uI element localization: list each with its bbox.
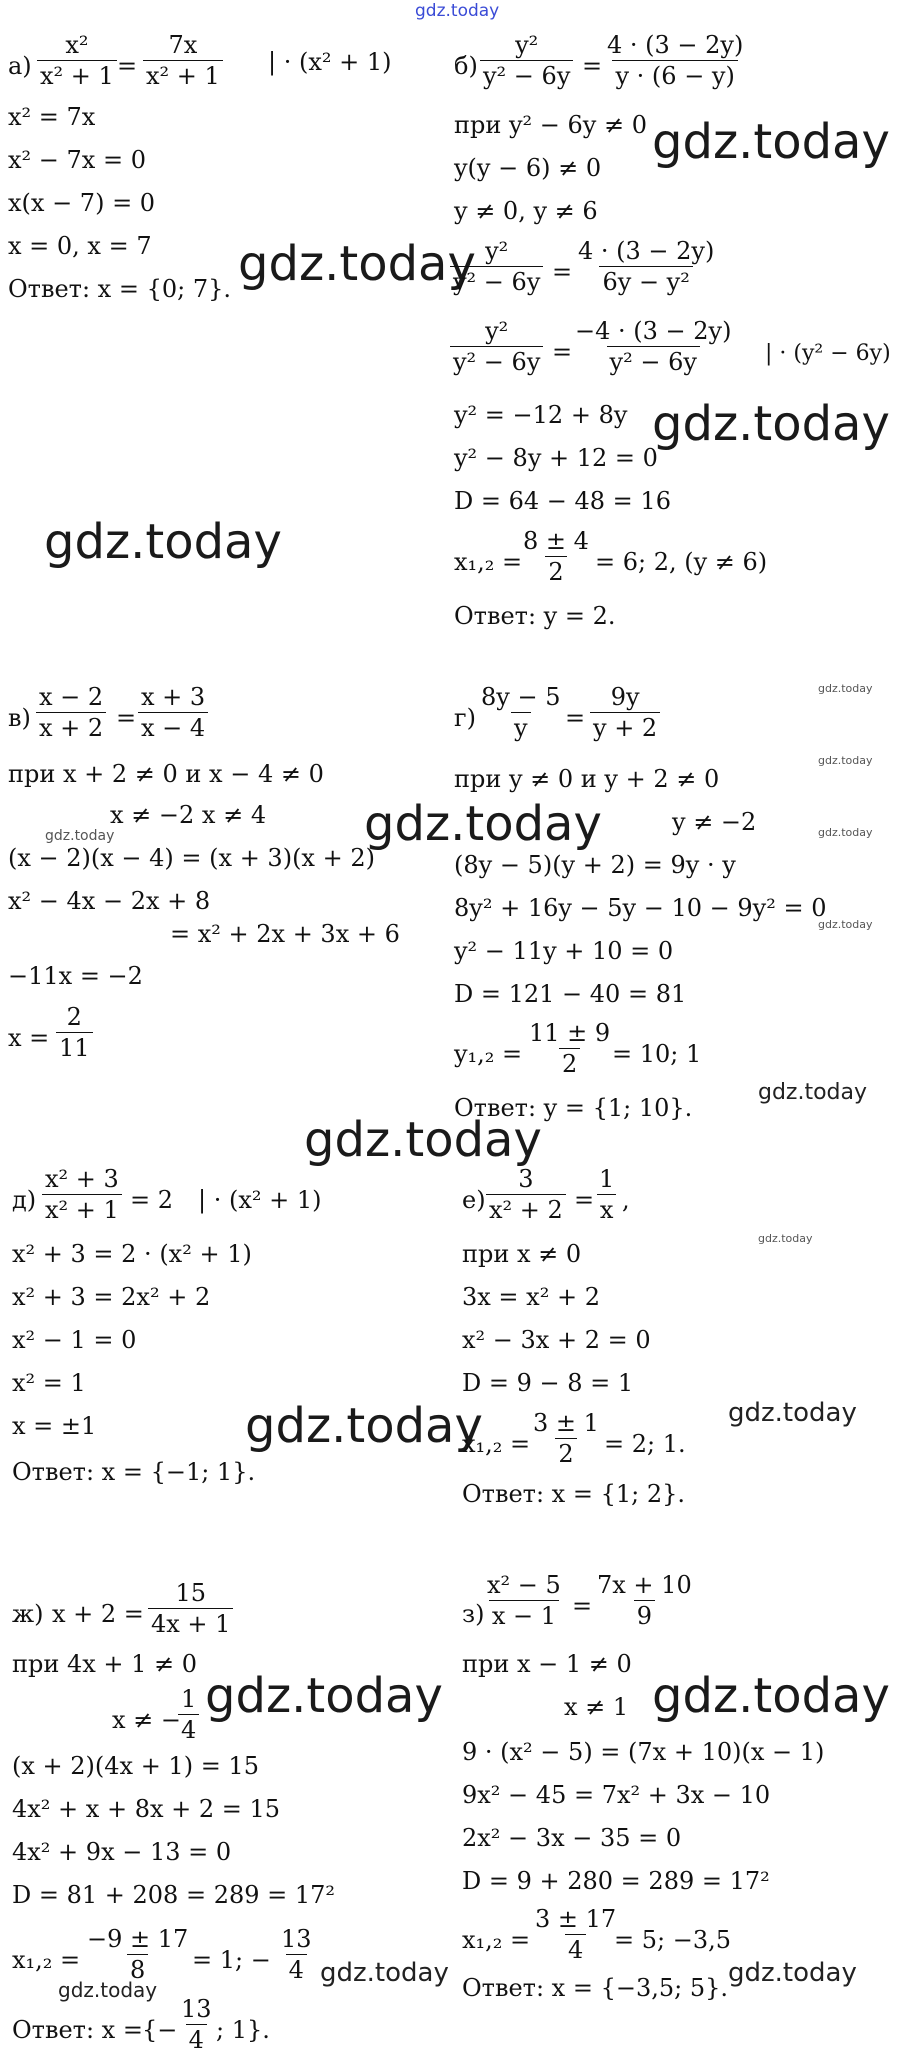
watermark: gdz.today xyxy=(238,236,476,292)
solution-line: x² + 3 = 2 · (x² + 1) xyxy=(12,1240,252,1268)
fraction-denominator: x² + 1 xyxy=(37,60,117,91)
fraction-denominator: 2 xyxy=(555,1438,576,1469)
fraction-numerator: 3 ± 17 xyxy=(535,1905,617,1933)
problem-a-label: а) xyxy=(8,52,32,80)
watermark: gdz.today xyxy=(652,1668,890,1724)
watermark: gdz.today xyxy=(758,1232,813,1245)
roots-fraction xyxy=(84,1924,191,1985)
answer-line: Ответ: x = {−1; 1}. xyxy=(12,1458,256,1486)
fraction-numerator: 13 xyxy=(181,1995,212,2023)
answer-line: Ответ: y = {1; 10}. xyxy=(454,1094,693,1122)
watermark: gdz.today xyxy=(58,1978,158,2002)
equals-sign: = xyxy=(574,1186,595,1214)
solution-line: D = 9 − 8 = 1 xyxy=(462,1369,634,1397)
problem-v-label: в) xyxy=(8,704,31,732)
roots-values: = 6; 2, (y ≠ 6) xyxy=(595,548,768,576)
solution-line: y² − 11y + 10 = 0 xyxy=(454,937,674,965)
roots-values: = 10; 1 xyxy=(612,1040,702,1068)
multiplier-note: | · (y² − 6y) xyxy=(765,341,891,366)
problem-d-label: д) xyxy=(12,1186,37,1214)
problem-b-frac2-lhs xyxy=(450,236,543,297)
neq-prefix: x ≠ − xyxy=(112,1706,182,1734)
result-prefix: x = xyxy=(8,1024,50,1052)
solution-line: при 4x + 1 ≠ 0 xyxy=(12,1650,198,1678)
fraction-numerator: 11 ± 9 xyxy=(529,1019,611,1047)
problem-b-frac3-rhs xyxy=(572,316,734,377)
header-watermark: gdz.today xyxy=(415,1,500,21)
problem-g-rhs xyxy=(590,682,660,743)
fraction-numerator: 9y xyxy=(610,683,640,711)
watermark: gdz.today xyxy=(818,918,873,931)
roots-values: = 1; − xyxy=(192,1946,271,1974)
solution-line: −11x = −2 xyxy=(8,962,143,990)
fraction-denominator: x − 4 xyxy=(138,712,208,743)
roots-fraction xyxy=(526,1018,613,1079)
fraction-numerator: 1 xyxy=(181,1685,197,1713)
fraction-numerator: 7x + 10 xyxy=(597,1571,692,1599)
answer-line: Ответ: y = 2. xyxy=(454,602,616,630)
watermark: gdz.today xyxy=(728,1398,857,1428)
fraction-numerator: x + 3 xyxy=(141,683,206,711)
solution-line: (x + 2)(4x + 1) = 15 xyxy=(12,1752,259,1780)
fraction-denominator: x xyxy=(597,1194,617,1225)
fraction-numerator: 7x xyxy=(168,31,198,59)
fraction-numerator: x² xyxy=(65,31,89,59)
solution-line: x² − 3x + 2 = 0 xyxy=(462,1326,651,1354)
solution-line: x² + 3 = 2x² + 2 xyxy=(12,1283,211,1311)
fraction-denominator: x + 2 xyxy=(36,712,106,743)
multiplier-note: | · (x² + 1) xyxy=(268,48,392,76)
fraction-denominator: y xyxy=(511,712,531,743)
roots-fraction xyxy=(520,526,592,587)
solution-line: 9x² − 45 = 7x² + 3x − 10 xyxy=(462,1781,771,1809)
problem-zh-lhs: x + 2 = xyxy=(52,1600,144,1628)
problem-e-label: е) xyxy=(462,1186,486,1214)
problem-d-lhs xyxy=(42,1164,122,1225)
problem-z-lhs xyxy=(484,1570,564,1631)
roots-fraction xyxy=(530,1408,602,1469)
fraction-numerator: 13 xyxy=(281,1925,312,1953)
solution-line: y ≠ −2 xyxy=(672,808,757,836)
fraction-denominator: x² + 2 xyxy=(486,1194,566,1225)
fraction-numerator: 2 xyxy=(66,1003,82,1031)
fraction-numerator: 15 xyxy=(175,1579,206,1607)
answer-line: Ответ: x = {1; 2}. xyxy=(462,1480,685,1508)
solution-line: при y ≠ 0 и y + 2 ≠ 0 xyxy=(454,765,720,793)
roots-fraction xyxy=(532,1904,619,1965)
watermark: gdz.today xyxy=(245,1398,483,1454)
answer-line: Ответ: x = {−3,5; 5}. xyxy=(462,1974,728,2002)
solution-line: x ≠ 1 xyxy=(564,1693,629,1721)
answer-brace-close: ; 1}. xyxy=(216,2016,270,2044)
problem-b-lhs xyxy=(480,30,573,91)
roots-values: = 5; −3,5 xyxy=(614,1926,731,1954)
solution-line: 9 · (x² − 5) = (7x + 10)(x − 1) xyxy=(462,1738,825,1766)
solution-line: = x² + 2x + 3x + 6 xyxy=(170,920,400,948)
watermark: gdz.today xyxy=(818,682,873,695)
fraction-numerator: −4 · (3 − 2y) xyxy=(575,317,732,345)
fraction-denominator: x² + 1 xyxy=(143,60,223,91)
fraction-denominator: y + 2 xyxy=(590,712,660,743)
problem-v-rhs xyxy=(138,682,208,743)
problem-g-label: г) xyxy=(454,704,476,732)
fraction-numerator: y² xyxy=(485,237,509,265)
watermark: gdz.today xyxy=(44,514,282,570)
fraction-denominator: 4 xyxy=(178,1714,199,1745)
fraction-denominator: 8 xyxy=(127,1954,148,1985)
problem-a-rhs xyxy=(143,30,223,91)
solution-line: (8y − 5)(y + 2) = 9y · y xyxy=(454,851,736,879)
solution-line: x ≠ −2 x ≠ 4 xyxy=(110,801,267,829)
watermark: gdz.today xyxy=(205,1668,443,1724)
solution-line: 4x² + 9x − 13 = 0 xyxy=(12,1838,232,1866)
solution-line: D = 121 − 40 = 81 xyxy=(454,980,687,1008)
multiplier-note: | · (x² + 1) xyxy=(198,1186,322,1214)
solution-line: y² = −12 + 8y xyxy=(454,401,628,429)
equals-sign: = xyxy=(565,704,586,732)
fraction-numerator: y² xyxy=(485,317,509,345)
roots-values: = 2; 1. xyxy=(604,1430,686,1458)
roots-prefix: x₁,₂ = xyxy=(462,1926,531,1954)
watermark: gdz.today xyxy=(364,796,602,852)
solution-line: при x − 1 ≠ 0 xyxy=(462,1650,632,1678)
fraction-denominator: y² − 6y xyxy=(607,346,700,377)
watermark: gdz.today xyxy=(304,1112,542,1168)
fraction-denominator: y² − 6y xyxy=(450,346,543,377)
solution-line: 3x = x² + 2 xyxy=(462,1283,600,1311)
comma: , xyxy=(622,1186,630,1214)
problem-e-lhs xyxy=(486,1164,566,1225)
roots-fraction-second xyxy=(278,1924,315,1985)
roots-prefix: x₁,₂ = xyxy=(12,1946,81,1974)
solution-line: y² − 8y + 12 = 0 xyxy=(454,444,658,472)
fraction-numerator: x² − 5 xyxy=(487,1571,561,1599)
fraction-denominator: 2 xyxy=(559,1048,580,1079)
fraction-denominator: 11 xyxy=(56,1032,93,1063)
roots-prefix: y₁,₂ = xyxy=(454,1040,523,1068)
equals-sign: = xyxy=(117,52,138,80)
solution-line: x² − 1 = 0 xyxy=(12,1326,137,1354)
problem-b-frac3-lhs xyxy=(450,316,543,377)
fraction-numerator: 1 xyxy=(599,1165,615,1193)
watermark: gdz.today xyxy=(818,826,873,839)
watermark: gdz.today xyxy=(758,1080,868,1105)
roots-prefix: x₁,₂ = xyxy=(462,1430,531,1458)
solution-line: при x ≠ 0 xyxy=(462,1240,582,1268)
fraction-numerator: 8y − 5 xyxy=(481,683,561,711)
fraction-denominator: x² + 1 xyxy=(42,1194,122,1225)
equals-sign: = xyxy=(552,338,573,366)
solution-line: x² = 1 xyxy=(12,1369,86,1397)
problem-a-lhs xyxy=(37,30,117,91)
fraction-numerator: 4 · (3 − 2y) xyxy=(607,31,744,59)
fraction-denominator: 6y − y² xyxy=(599,266,692,297)
solution-line: 8y² + 16y − 5y − 10 − 9y² = 0 xyxy=(454,894,827,922)
watermark: gdz.today xyxy=(818,754,873,767)
solution-line: x² = 7x xyxy=(8,103,96,131)
watermark: gdz.today xyxy=(652,114,890,170)
equals-sign: = xyxy=(116,704,137,732)
problem-g-lhs xyxy=(478,682,563,743)
answer-prefix: Ответ: x = xyxy=(12,2016,143,2044)
solution-line: при y² − 6y ≠ 0 xyxy=(454,111,647,139)
problem-b-rhs xyxy=(604,30,746,91)
equals-two: = 2 xyxy=(130,1186,174,1214)
fraction-numerator: 4 · (3 − 2y) xyxy=(578,237,715,265)
result-fraction xyxy=(56,1002,93,1063)
solution-line: y ≠ 0, y ≠ 6 xyxy=(454,197,598,225)
solution-line: y(y − 6) ≠ 0 xyxy=(454,154,602,182)
solution-line: D = 64 − 48 = 16 xyxy=(454,487,671,515)
solution-line: при x + 2 ≠ 0 и x − 4 ≠ 0 xyxy=(8,760,324,788)
equals-sign: = xyxy=(552,258,573,286)
fraction-denominator: 4 xyxy=(286,1954,307,1985)
problem-z-rhs xyxy=(594,1570,695,1631)
equals-sign: = xyxy=(572,1592,593,1620)
fraction-denominator: y · (6 − y) xyxy=(612,60,737,91)
solution-line: x² − 7x = 0 xyxy=(8,146,146,174)
equals-sign: = xyxy=(582,52,603,80)
fraction-denominator: 4 xyxy=(186,2024,207,2055)
watermark: gdz.today xyxy=(728,1958,857,1988)
solution-line: x² − 4x − 2x + 8 xyxy=(8,887,211,915)
problem-e-rhs xyxy=(596,1164,617,1225)
solution-line: 2x² − 3x − 35 = 0 xyxy=(462,1824,682,1852)
answer-fraction xyxy=(178,1994,215,2055)
fraction-numerator: y² xyxy=(515,31,539,59)
answer-brace-open: {− xyxy=(142,2016,178,2044)
fraction-denominator: 4 xyxy=(565,1934,586,1965)
problem-z-label: з) xyxy=(462,1600,485,1628)
watermark: gdz.today xyxy=(320,1958,449,1988)
solution-line: x = 0, x = 7 xyxy=(8,232,152,260)
roots-prefix: x₁,₂ = xyxy=(454,548,523,576)
fraction-denominator: x − 1 xyxy=(489,1600,559,1631)
answer-line: Ответ: x = {0; 7}. xyxy=(8,275,231,303)
problem-zh-label: ж) xyxy=(12,1600,44,1628)
solution-line: (x − 2)(x − 4) = (x + 3)(x + 2) xyxy=(8,844,375,872)
fraction-denominator: 4x + 1 xyxy=(148,1608,233,1639)
problem-v-lhs xyxy=(36,682,106,743)
solution-line: x = ±1 xyxy=(12,1412,97,1440)
fraction-numerator: −9 ± 17 xyxy=(87,1925,189,1953)
solution-line: D = 81 + 208 = 289 = 17² xyxy=(12,1881,336,1909)
fraction-numerator: 8 ± 4 xyxy=(523,527,589,555)
fraction-denominator: y² − 6y xyxy=(450,266,543,297)
fraction-denominator: 2 xyxy=(545,556,566,587)
solution-line: x(x − 7) = 0 xyxy=(8,189,156,217)
problem-b-label: б) xyxy=(454,52,478,80)
fraction-numerator: x − 2 xyxy=(39,683,104,711)
problem-zh-rhs xyxy=(148,1578,233,1639)
solution-line: D = 9 + 280 = 289 = 17² xyxy=(462,1867,770,1895)
fraction-numerator: 3 ± 1 xyxy=(533,1409,599,1437)
neq-fraction xyxy=(178,1684,199,1745)
problem-b-frac2-rhs xyxy=(575,236,717,297)
fraction-numerator: x² + 3 xyxy=(45,1165,119,1193)
fraction-numerator: 3 xyxy=(518,1165,534,1193)
watermark: gdz.today xyxy=(652,396,890,452)
solution-line: 4x² + x + 8x + 2 = 15 xyxy=(12,1795,281,1823)
fraction-denominator: y² − 6y xyxy=(480,60,573,91)
fraction-denominator: 9 xyxy=(634,1600,655,1631)
watermark: gdz.today xyxy=(45,828,115,844)
